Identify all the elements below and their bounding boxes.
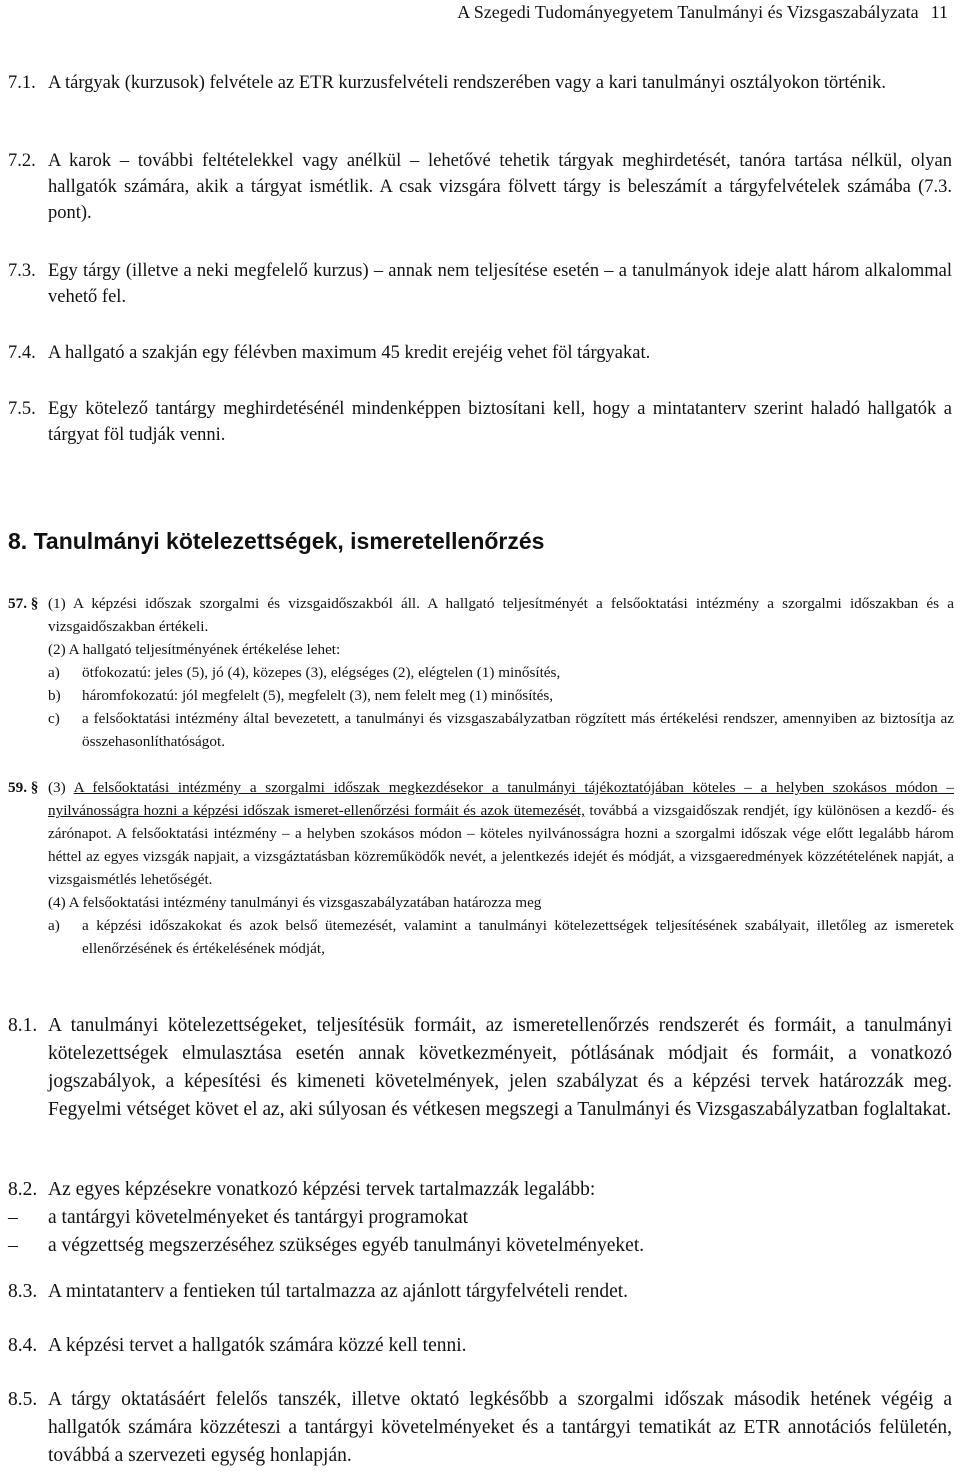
clause-2: (2) A hallgató teljesítményének értékelése lehet: [48, 641, 341, 658]
list-item-a: a) ötfokozatú: jeles (5), jó (4), közepes (3), elégséges (2), elégtelen (1) minősítés, [48, 664, 561, 681]
clause-4: (4) A felsőoktatási intézmény tanulmányi és vizsgaszabályzatában határozza meg [48, 894, 542, 911]
paragraph-number: 8.5. [8, 1389, 38, 1410]
paragraph-7-1 [8, 70, 952, 96]
paragraph-number: 8.3. [8, 1281, 38, 1302]
clause-1: (1) A képzési időszak szorgalmi és vizsgaidőszakból áll. A hallgató teljesítményét a felsőoktatási intézmény a szorgalmi időszakban és a vizsgaidőszakban értékeli. [48, 595, 954, 635]
paragraph-text: A tanulmányi kötelezettségeket, teljesítésük formáit, az ismeretellenőrzés rendszerét és formáit, a tanulmányi kötelezettségek elmulasztása esetén annak következményeit, pótlásának módjait és formáit, a vonatkozó jogszabályok, a képesítési és kimeneti követelmények, jelen szabályzat és a képzési tervek határozzák meg. Fegyelmi vétséget követ el az, aki súlyosan és vétkesen megszegi a Tanulmányi és Vizsgaszabályzatban foglaltakat. [48, 1015, 952, 1120]
paragraph-number: 8.4. [8, 1335, 38, 1356]
paragraph-8-5 [8, 1386, 952, 1470]
paragraph-number: 8.1. [8, 1015, 38, 1036]
paragraph-text: Egy tárgy (illetve a neki megfelelő kurzus) – annak nem teljesítése esetén – a tanulmányok ideje alatt három alkalommal vehető fel. [48, 261, 952, 307]
section-number: 59. § [8, 779, 39, 796]
page-number: 11 [930, 2, 948, 22]
paragraph-number: 7.5. [8, 399, 36, 419]
paragraph-7-2 [8, 148, 952, 226]
paragraph-text: Egy kötelező tantárgy meghirdetésénél mindenképpen biztosítani kell, hogy a mintatanterv szerint haladó hallgatók a tárgyat föl tudják venni. [48, 399, 952, 445]
paragraph-text: A hallgató a szakján egy félévben maximum 45 kredit erejéig vehet föl tárgyakat. [48, 343, 651, 363]
paragraph-number: 7.2. [8, 151, 36, 171]
paragraph-text: Az egyes képzésekre vonatkozó képzési tervek tartalmazzák legalább: [48, 1179, 596, 1200]
list-item-b: b) háromfokozatú: jól megfelelt (5), megfelelt (3), nem felelt meg (1) minősítés, [48, 687, 554, 704]
paragraph-text: A tárgy oktatásáért felelős tanszék, illetve oktató legkésőbb a szorgalmi időszak második hetének végéig a hallgatók számára közzéteszi a tantárgyi követelményeket és a tantárgyi tematikát az ETR annotációs felületén, továbbá a szervezeti egység honlapján. [48, 1389, 952, 1466]
paragraph-number: 7.3. [8, 261, 36, 281]
paragraph-7-3 [8, 258, 952, 310]
clause-3: (3) A felsőoktatási intézmény a szorgalmi időszak megkezdésekor a tanulmányi tájékoztatójában köteles – a helyben szokásos módon – nyilvánosságra hozni a képzési időszak ismeret-ellenőrzési formáit és azok ütemezését, továbbá a vizsgaidőszak rendjét, így különösen a kezdő- és zárónapot. A felsőoktatási intézmény – a helyben szokásos módon – köteles nyilvánosságra hozni a szorgalmi időszak vége előtt legalább három héttel az egyes vizsgák napjait, a vizsgáztatásban közreműködők nevét, a jelentkezés idejét és módját, a vizsgaeredmények közzétételének napját, a vizsgaismétlés lehetőségét. [48, 779, 954, 888]
section-number: 57. § [8, 595, 39, 612]
paragraph-number: 7.1. [8, 73, 36, 93]
list-item-a: a) a képzési időszakokat és azok belső ütemezését, valamint a tanulmányi kötelezettségek teljesítésének szabályait, illetőleg az ismeretek ellenőrzésének és értékelésének módját, [48, 917, 954, 957]
paragraph-7-4 [8, 340, 952, 366]
running-header [457, 2, 948, 23]
paragraph-8-1 [8, 1012, 952, 1124]
paragraph-7-5 [8, 396, 952, 448]
paragraph-8-2 [8, 1176, 952, 1260]
header-title: A Szegedi Tudományegyetem Tanulmányi és Vizsgaszabályzata [457, 2, 919, 22]
paragraph-text: A tárgyak (kurzusok) felvétele az ETR kurzusfelvételi rendszerében vagy a kari tanulmányi osztályokon történik. [48, 73, 887, 93]
law-section-59 [8, 776, 954, 960]
paragraph-8-4 [8, 1332, 952, 1360]
law-section-57 [8, 592, 954, 753]
paragraph-number: 8.2. [8, 1179, 38, 1200]
list-item-c: c) a felsőoktatási intézmény által bevezetett, a tanulmányi és vizsgaszabályzatban rögzített más értékelési rendszer, amennyiben az biztosítja az összehasonlíthatóságot. [48, 710, 954, 750]
dash-item: – a tantárgyi követelményeket és tantárgyi programokat [8, 1207, 469, 1228]
dash-item: – a végzettség megszerzéséhez szükséges egyéb tanulmányi követelményeket. [8, 1235, 645, 1256]
paragraph-text: A mintatanterv a fentieken túl tartalmazza az ajánlott tárgyfelvételi rendet. [48, 1281, 629, 1302]
paragraph-number: 7.4. [8, 343, 36, 363]
section-heading: 8. Tanulmányi kötelezettségek, ismeretellenőrzés [8, 528, 545, 554]
paragraph-text: A karok – további feltételekkel vagy anélkül – lehetővé tehetik tárgyak meghirdetését, tanóra tartása nélkül, olyan hallgatók számára, akik a tárgyat ismétlik. A csak vizsgára fölvett tárgy is beleszámít a tárgyfelvételek számába (7.3. pont). [48, 151, 952, 223]
paragraph-text: A képzési tervet a hallgatók számára közzé kell tenni. [48, 1335, 467, 1356]
paragraph-8-3 [8, 1278, 952, 1306]
